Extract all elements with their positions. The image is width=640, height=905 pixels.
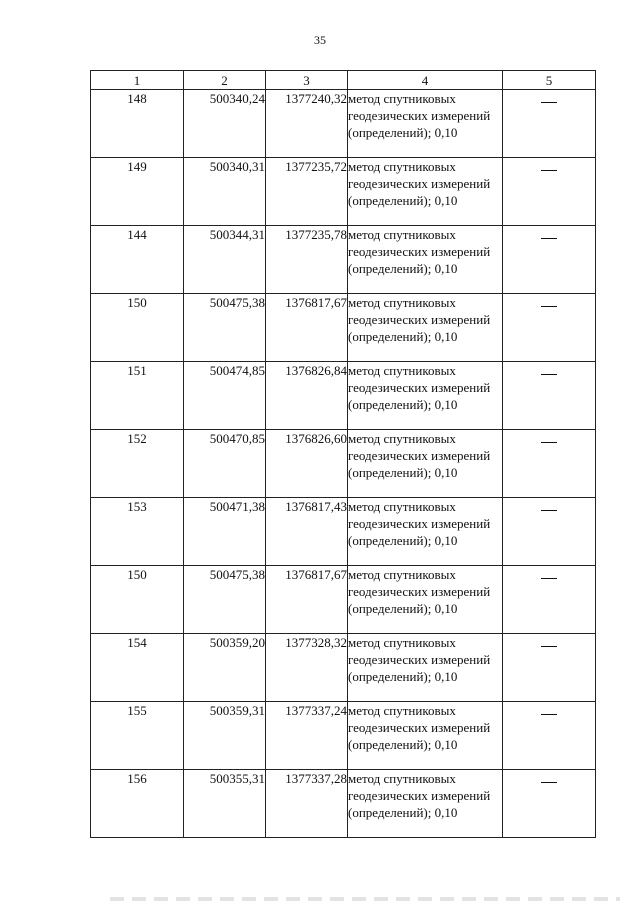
point-number: 151	[91, 362, 184, 430]
coord-y: 1377240,32	[266, 90, 348, 158]
coord-x: 500474,85	[184, 362, 266, 430]
coord-x: 500475,38	[184, 566, 266, 634]
coord-y: 1376826,84	[266, 362, 348, 430]
dash-mark	[541, 238, 557, 239]
header-col-3: 3	[266, 71, 348, 90]
coordinates-table	[90, 70, 596, 838]
method-description: метод спутниковых геодезических измерений (определений); 0,10	[348, 498, 503, 566]
coord-y: 1377235,78	[266, 226, 348, 294]
coord-x: 500471,38	[184, 498, 266, 566]
coord-y: 1377328,32	[266, 634, 348, 702]
table-row	[91, 430, 596, 498]
note-cell	[503, 90, 596, 158]
coord-x: 500359,20	[184, 634, 266, 702]
table-row	[91, 702, 596, 770]
note-cell	[503, 702, 596, 770]
table-row	[91, 226, 596, 294]
method-description: метод спутниковых геодезических измерений (определений); 0,10	[348, 294, 503, 362]
point-number: 148	[91, 90, 184, 158]
point-number: 144	[91, 226, 184, 294]
coord-x: 500359,31	[184, 702, 266, 770]
point-number: 149	[91, 158, 184, 226]
header-col-2: 2	[184, 71, 266, 90]
coord-x: 500470,85	[184, 430, 266, 498]
method-description: метод спутниковых геодезических измерений (определений); 0,10	[348, 226, 503, 294]
dash-mark	[541, 714, 557, 715]
method-description: метод спутниковых геодезических измерений (определений); 0,10	[348, 702, 503, 770]
header-col-4: 4	[348, 71, 503, 90]
point-number: 150	[91, 294, 184, 362]
method-description: метод спутниковых геодезических измерений (определений); 0,10	[348, 158, 503, 226]
note-cell	[503, 158, 596, 226]
dash-mark	[541, 170, 557, 171]
coord-y: 1376826,60	[266, 430, 348, 498]
table-row	[91, 634, 596, 702]
header-col-1: 1	[91, 71, 184, 90]
dash-mark	[541, 782, 557, 783]
dash-mark	[541, 442, 557, 443]
coord-y: 1376817,67	[266, 566, 348, 634]
method-description: метод спутниковых геодезических измерений (определений); 0,10	[348, 566, 503, 634]
coord-x: 500340,31	[184, 158, 266, 226]
coord-x: 500475,38	[184, 294, 266, 362]
note-cell	[503, 566, 596, 634]
method-description: метод спутниковых геодезических измерений (определений); 0,10	[348, 634, 503, 702]
dash-mark	[541, 578, 557, 579]
method-description: метод спутниковых геодезических измерений (определений); 0,10	[348, 362, 503, 430]
header-col-5: 5	[503, 71, 596, 90]
table-row	[91, 158, 596, 226]
table-row	[91, 498, 596, 566]
note-cell	[503, 226, 596, 294]
table-row	[91, 566, 596, 634]
method-description: метод спутниковых геодезических измерений (определений); 0,10	[348, 770, 503, 838]
coord-y: 1377235,72	[266, 158, 348, 226]
point-number: 150	[91, 566, 184, 634]
table-row	[91, 90, 596, 158]
coord-x: 500355,31	[184, 770, 266, 838]
note-cell	[503, 294, 596, 362]
point-number: 154	[91, 634, 184, 702]
scan-artifact	[110, 897, 620, 901]
method-description: метод спутниковых геодезических измерений (определений); 0,10	[348, 430, 503, 498]
coord-y: 1376817,43	[266, 498, 348, 566]
coord-x: 500340,24	[184, 90, 266, 158]
point-number: 153	[91, 498, 184, 566]
dash-mark	[541, 510, 557, 511]
dash-mark	[541, 306, 557, 307]
dash-mark	[541, 102, 557, 103]
point-number: 155	[91, 702, 184, 770]
page-number: 35	[314, 33, 326, 47]
note-cell	[503, 770, 596, 838]
note-cell	[503, 498, 596, 566]
dash-mark	[541, 374, 557, 375]
table-row	[91, 362, 596, 430]
coord-y: 1377337,28	[266, 770, 348, 838]
point-number: 152	[91, 430, 184, 498]
dash-mark	[541, 646, 557, 647]
method-description: метод спутниковых геодезических измерений (определений); 0,10	[348, 90, 503, 158]
coord-y: 1377337,24	[266, 702, 348, 770]
note-cell	[503, 430, 596, 498]
table-header-row	[91, 71, 596, 90]
coord-x: 500344,31	[184, 226, 266, 294]
table-row	[91, 294, 596, 362]
table-row	[91, 770, 596, 838]
point-number: 156	[91, 770, 184, 838]
note-cell	[503, 634, 596, 702]
note-cell	[503, 362, 596, 430]
coord-y: 1376817,67	[266, 294, 348, 362]
